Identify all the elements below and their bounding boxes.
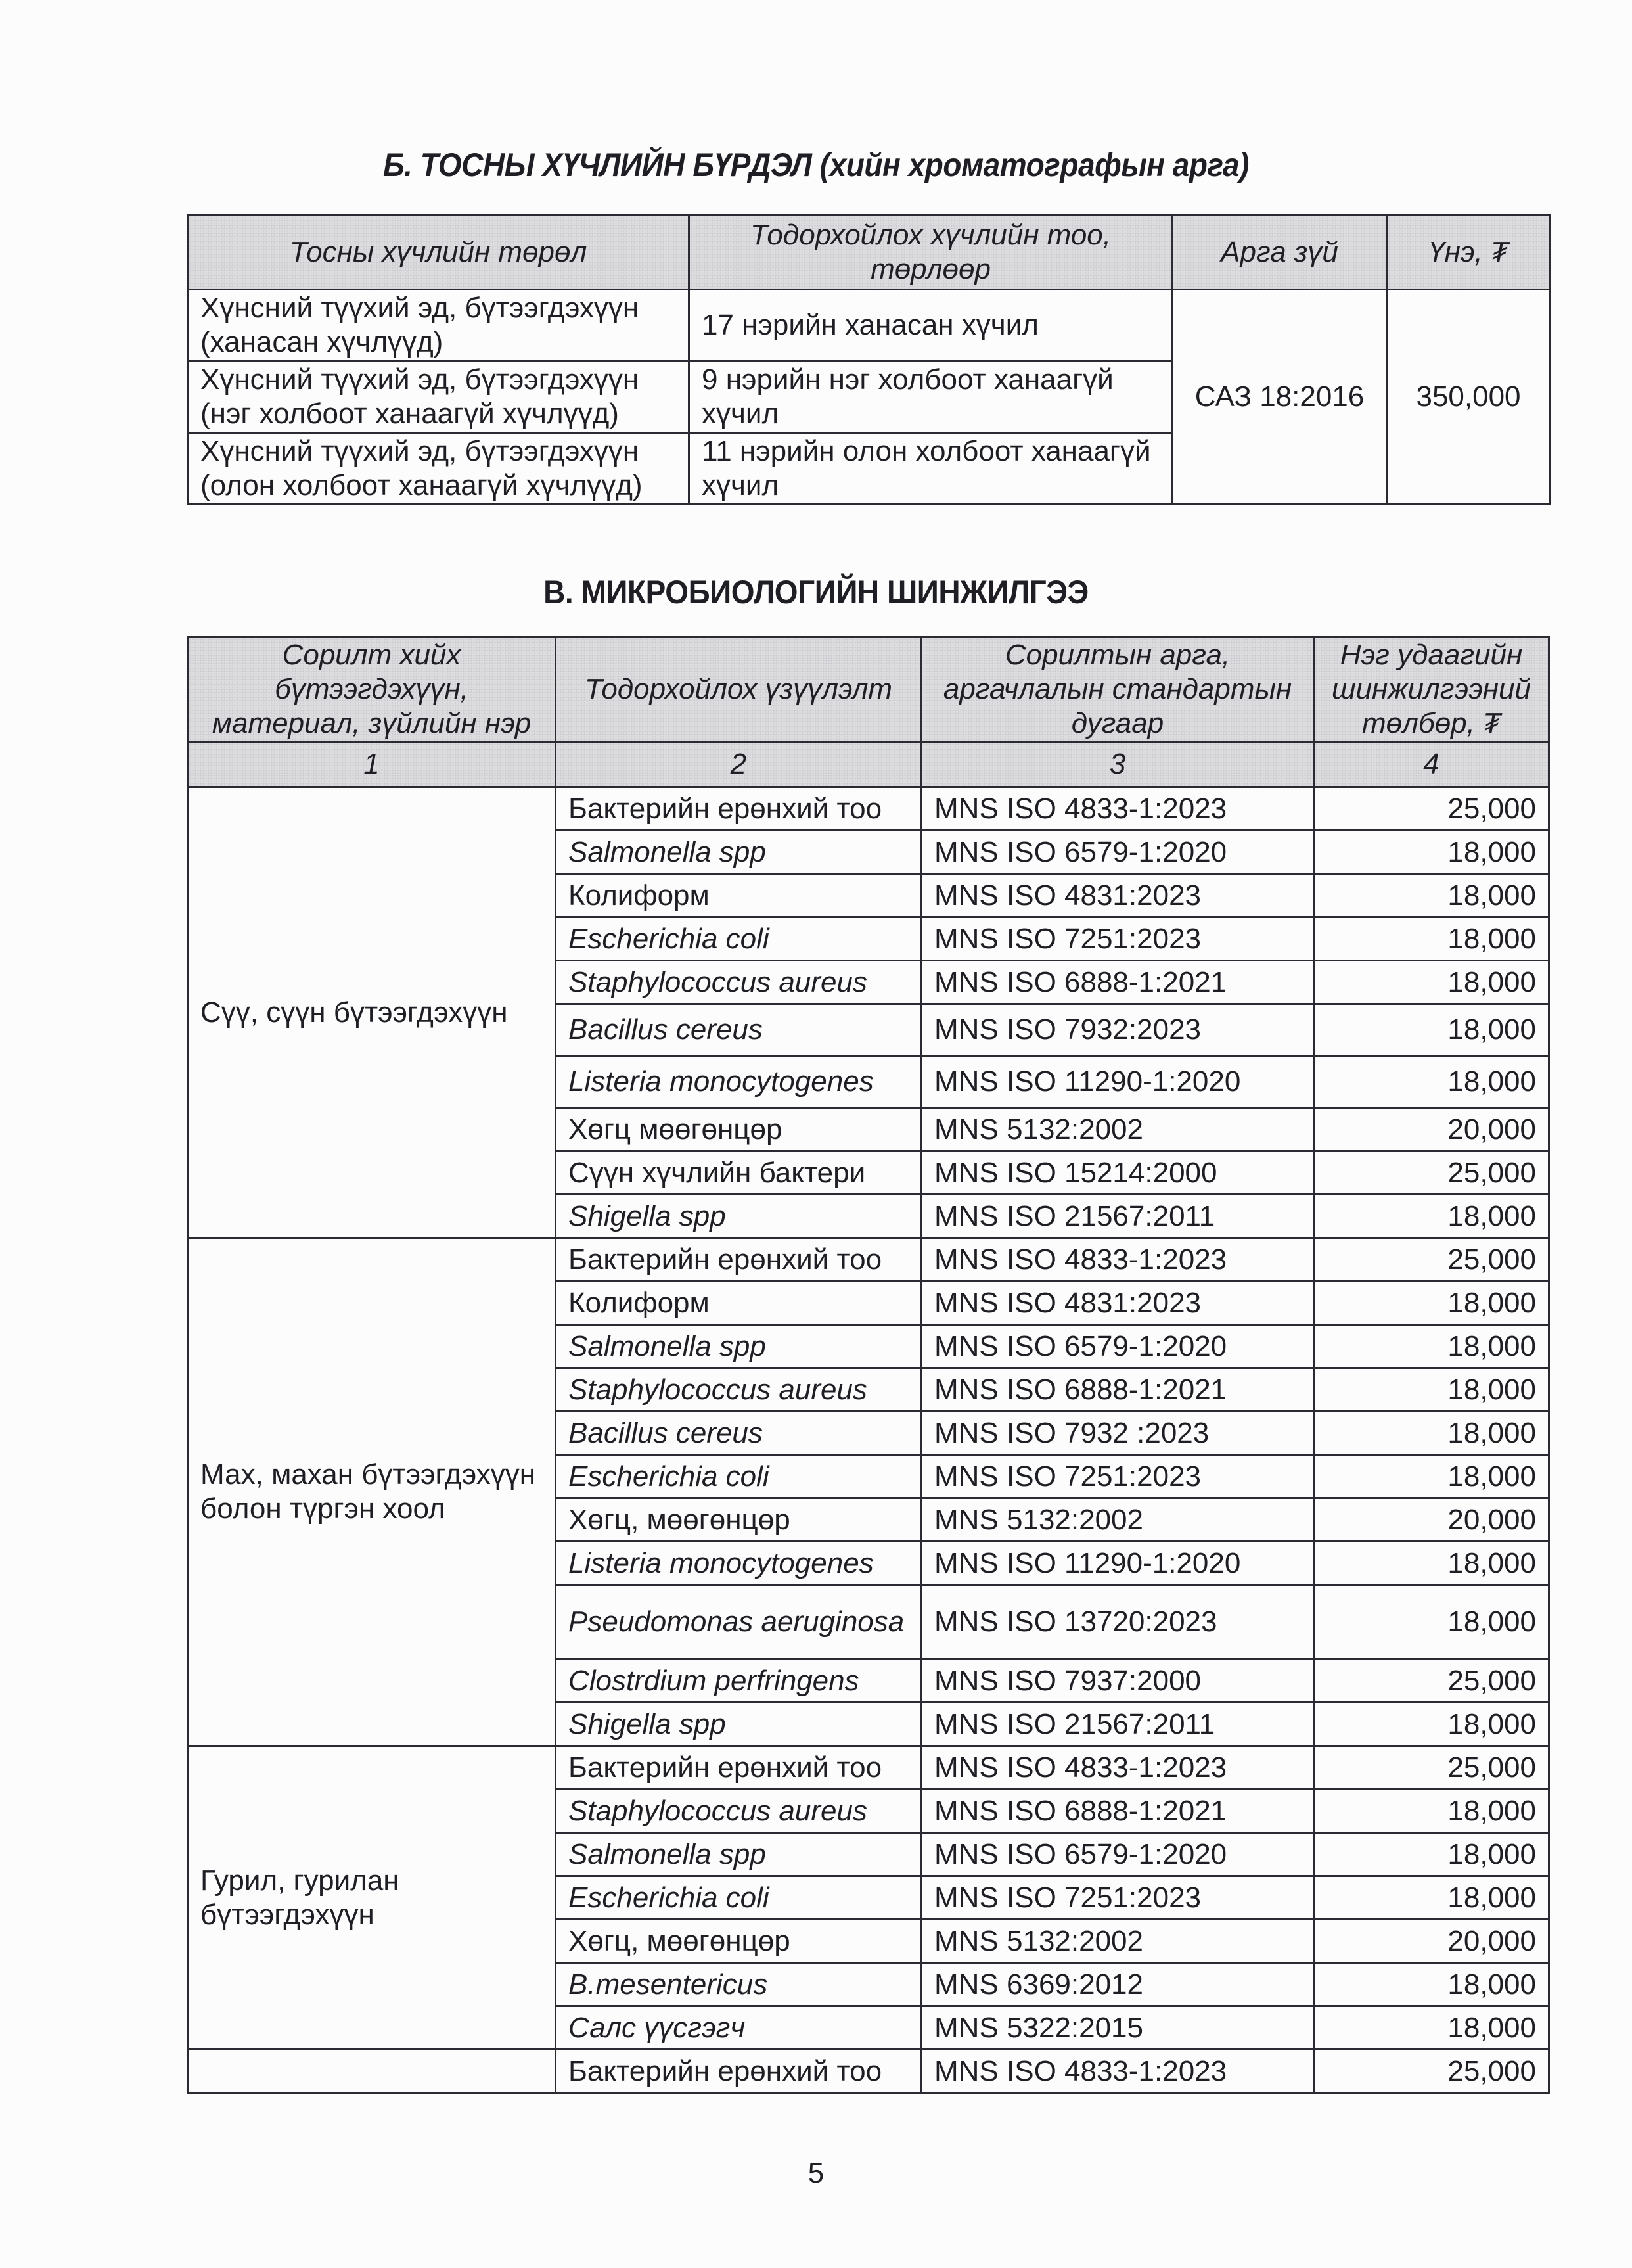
section-b-title: Б. ТОСНЫ ХҮЧЛИЙН БҮРДЭЛ (хийн хроматографын арга) [382,147,1250,183]
acid-count-cell: 17 нэрийн ханасан хүчил [689,290,1173,361]
indicator-cell: Хөгц, мөөгөнцөр [556,1920,922,1963]
indicator-cell: Listeria monocytogenes [556,1542,922,1585]
standard-cell: MNS ISO 4833-1:2023 [922,2050,1314,2093]
standard-cell: MNS ISO 7932 :2023 [922,1412,1314,1455]
page-number: 5 [807,2157,825,2189]
indicator-cell: Бактерийн ерөнхий тоо [556,1746,922,1790]
product-category-cell: Сүү, сүүн бүтээгдэхүүн [188,787,556,1238]
indicator-cell: Salmonella spp [556,831,922,874]
standard-cell: MNS 5132:2002 [922,1108,1314,1151]
indicator-cell: Listeria monocytogenes [556,1056,922,1108]
product-category-cell: Мах, махан бүтээгдэхүүн болон түргэн хоол [188,1238,556,1746]
indicator-cell: Shigella spp [556,1195,922,1238]
fee-cell: 18,000 [1314,1282,1549,1325]
fee-cell: 18,000 [1314,1963,1549,2006]
standard-cell: MNS 5132:2002 [922,1498,1314,1542]
price-cell: 350,000 [1387,290,1551,505]
standard-cell: MNS ISO 21567:2011 [922,1703,1314,1746]
indicator-cell: Колиформ [556,874,922,917]
header-indicator: Тодорхойлох үзүүлэлт [556,637,922,742]
standard-cell: MNS ISO 15214:2000 [922,1151,1314,1195]
indicator-cell: Бактерийн ерөнхий тоо [556,2050,922,2093]
section-v-title: В. МИКРОБИОЛОГИЙН ШИНЖИЛГЭЭ [543,574,1089,611]
indicator-cell: Бактерийн ерөнхий тоо [556,1238,922,1282]
header-price: Үнэ, ₮ [1387,216,1551,290]
standard-cell: MNS ISO 6579-1:2020 [922,831,1314,874]
indicator-cell: Clostrdium perfringens [556,1659,922,1703]
fat-type-cell: Хүнсний түүхий эд, бүтээгдэхүүн (олон холбоот ханаагүй хүчлүүд) [188,433,689,505]
indicator-cell: Staphylococcus aureus [556,961,922,1004]
header-standard: Сорилтын арга, аргачлалын стандартын дугаар [922,637,1314,742]
header-fee: Нэг удаагийн шинжилгээний төлбөр, ₮ [1314,637,1549,742]
standard-cell: MNS 6369:2012 [922,1963,1314,2006]
column-index: 2 [556,742,922,787]
standard-cell: MNS ISO 7251:2023 [922,1876,1314,1920]
indicator-cell: Salmonella spp [556,1325,922,1368]
fee-cell: 25,000 [1314,2050,1549,2093]
fee-cell: 18,000 [1314,874,1549,917]
table-row [188,2050,1549,2093]
table-header-row [188,216,1551,290]
header-method: Арга зүй [1173,216,1387,290]
table-row [188,1746,1549,1790]
indicator-cell: B.mesentericus [556,1963,922,2006]
indicator-cell: Staphylococcus aureus [556,1790,922,1833]
standard-cell: MNS 5322:2015 [922,2006,1314,2050]
indicator-cell: Escherichia coli [556,917,922,961]
acid-count-cell: 11 нэрийн олон холбоот ханаагүй хүчил [689,433,1173,505]
indicator-cell: Pseudomonas aeruginosa [556,1585,922,1659]
indicator-cell: Хөгц, мөөгөнцөр [556,1498,922,1542]
standard-cell: MNS ISO 4833-1:2023 [922,1238,1314,1282]
fat-type-cell: Хүнсний түүхий эд, бүтээгдэхүүн (нэг холбоот ханаагүй хүчлүүд) [188,361,689,433]
indicator-cell: Escherichia coli [556,1455,922,1498]
fee-cell: 18,000 [1314,1455,1549,1498]
standard-cell: MNS ISO 4833-1:2023 [922,787,1314,831]
fee-cell: 18,000 [1314,1412,1549,1455]
standard-cell: MNS ISO 7251:2023 [922,1455,1314,1498]
indicator-cell: Salmonella spp [556,1833,922,1876]
standard-cell: MNS ISO 6579-1:2020 [922,1325,1314,1368]
column-index: 1 [188,742,556,787]
table-row [188,290,1551,361]
indicator-cell: Staphylococcus aureus [556,1368,922,1412]
fee-cell: 18,000 [1314,1195,1549,1238]
fee-cell: 25,000 [1314,1746,1549,1790]
fee-cell: 25,000 [1314,1238,1549,1282]
fee-cell: 18,000 [1314,1004,1549,1056]
table-header-row [188,637,1549,742]
fee-cell: 18,000 [1314,1703,1549,1746]
standard-cell: MNS ISO 11290-1:2020 [922,1542,1314,1585]
standard-cell: MNS 5132:2002 [922,1920,1314,1963]
fee-cell: 18,000 [1314,831,1549,874]
standard-cell: MNS ISO 4831:2023 [922,1282,1314,1325]
fat-type-cell: Хүнсний түүхий эд, бүтээгдэхүүн (ханасан хүчлүүд) [188,290,689,361]
standard-cell: MNS ISO 6579-1:2020 [922,1833,1314,1876]
column-index: 4 [1314,742,1549,787]
acid-count-cell: 9 нэрийн нэг холбоот ханаагүй хүчил [689,361,1173,433]
microbiology-table [187,636,1550,2094]
indicator-cell: Хөгц мөөгөнцөр [556,1108,922,1151]
table-index-row [188,742,1549,787]
header-acid-count: Тодорхойлох хүчлийн тоо, төрлөөр [689,216,1173,290]
fee-cell: 18,000 [1314,1542,1549,1585]
standard-cell: MNS ISO 6888-1:2021 [922,1790,1314,1833]
product-category-cell: Гурил, гурилан бүтээгдэхүүн [188,1746,556,2050]
indicator-cell: Bacillus cereus [556,1004,922,1056]
fee-cell: 18,000 [1314,1368,1549,1412]
standard-cell: MNS ISO 4831:2023 [922,874,1314,917]
fee-cell: 18,000 [1314,1876,1549,1920]
standard-cell: MNS ISO 11290-1:2020 [922,1056,1314,1108]
indicator-cell: Bacillus cereus [556,1412,922,1455]
fee-cell: 18,000 [1314,1585,1549,1659]
indicator-cell: Escherichia coli [556,1876,922,1920]
method-cell: САЗ 18:2016 [1173,290,1387,505]
fee-cell: 25,000 [1314,1659,1549,1703]
standard-cell: MNS ISO 4833-1:2023 [922,1746,1314,1790]
fee-cell: 20,000 [1314,1108,1549,1151]
fee-cell: 20,000 [1314,1920,1549,1963]
fee-cell: 20,000 [1314,1498,1549,1542]
fee-cell: 18,000 [1314,1056,1549,1108]
standard-cell: MNS ISO 6888-1:2021 [922,961,1314,1004]
table-row [188,1238,1549,1282]
fee-cell: 18,000 [1314,1833,1549,1876]
indicator-cell: Колиформ [556,1282,922,1325]
standard-cell: MNS ISO 7932:2023 [922,1004,1314,1056]
fat-acid-table [187,214,1551,505]
indicator-cell: Бактерийн ерөнхий тоо [556,787,922,831]
microbiology-table-body [188,787,1549,2093]
indicator-cell: Shigella spp [556,1703,922,1746]
fee-cell: 18,000 [1314,2006,1549,2050]
indicator-cell: Сүүн хүчлийн бактери [556,1151,922,1195]
standard-cell: MNS ISO 6888-1:2021 [922,1368,1314,1412]
standard-cell: MNS ISO 7937:2000 [922,1659,1314,1703]
standard-cell: MNS ISO 21567:2011 [922,1195,1314,1238]
table-row [188,787,1549,831]
fee-cell: 18,000 [1314,917,1549,961]
standard-cell: MNS ISO 7251:2023 [922,917,1314,961]
fee-cell: 25,000 [1314,1151,1549,1195]
column-index: 3 [922,742,1314,787]
fee-cell: 18,000 [1314,1325,1549,1368]
standard-cell: MNS ISO 13720:2023 [922,1585,1314,1659]
header-product: Сорилт хийх бүтээгдэхүүн, материал, зүйлийн нэр [188,637,556,742]
fee-cell: 18,000 [1314,961,1549,1004]
header-fat-type: Тосны хүчлийн төрөл [188,216,689,290]
indicator-cell: Салс үүсгэгч [556,2006,922,2050]
fee-cell: 25,000 [1314,787,1549,831]
fee-cell: 18,000 [1314,1790,1549,1833]
product-category-cell [188,2050,556,2093]
